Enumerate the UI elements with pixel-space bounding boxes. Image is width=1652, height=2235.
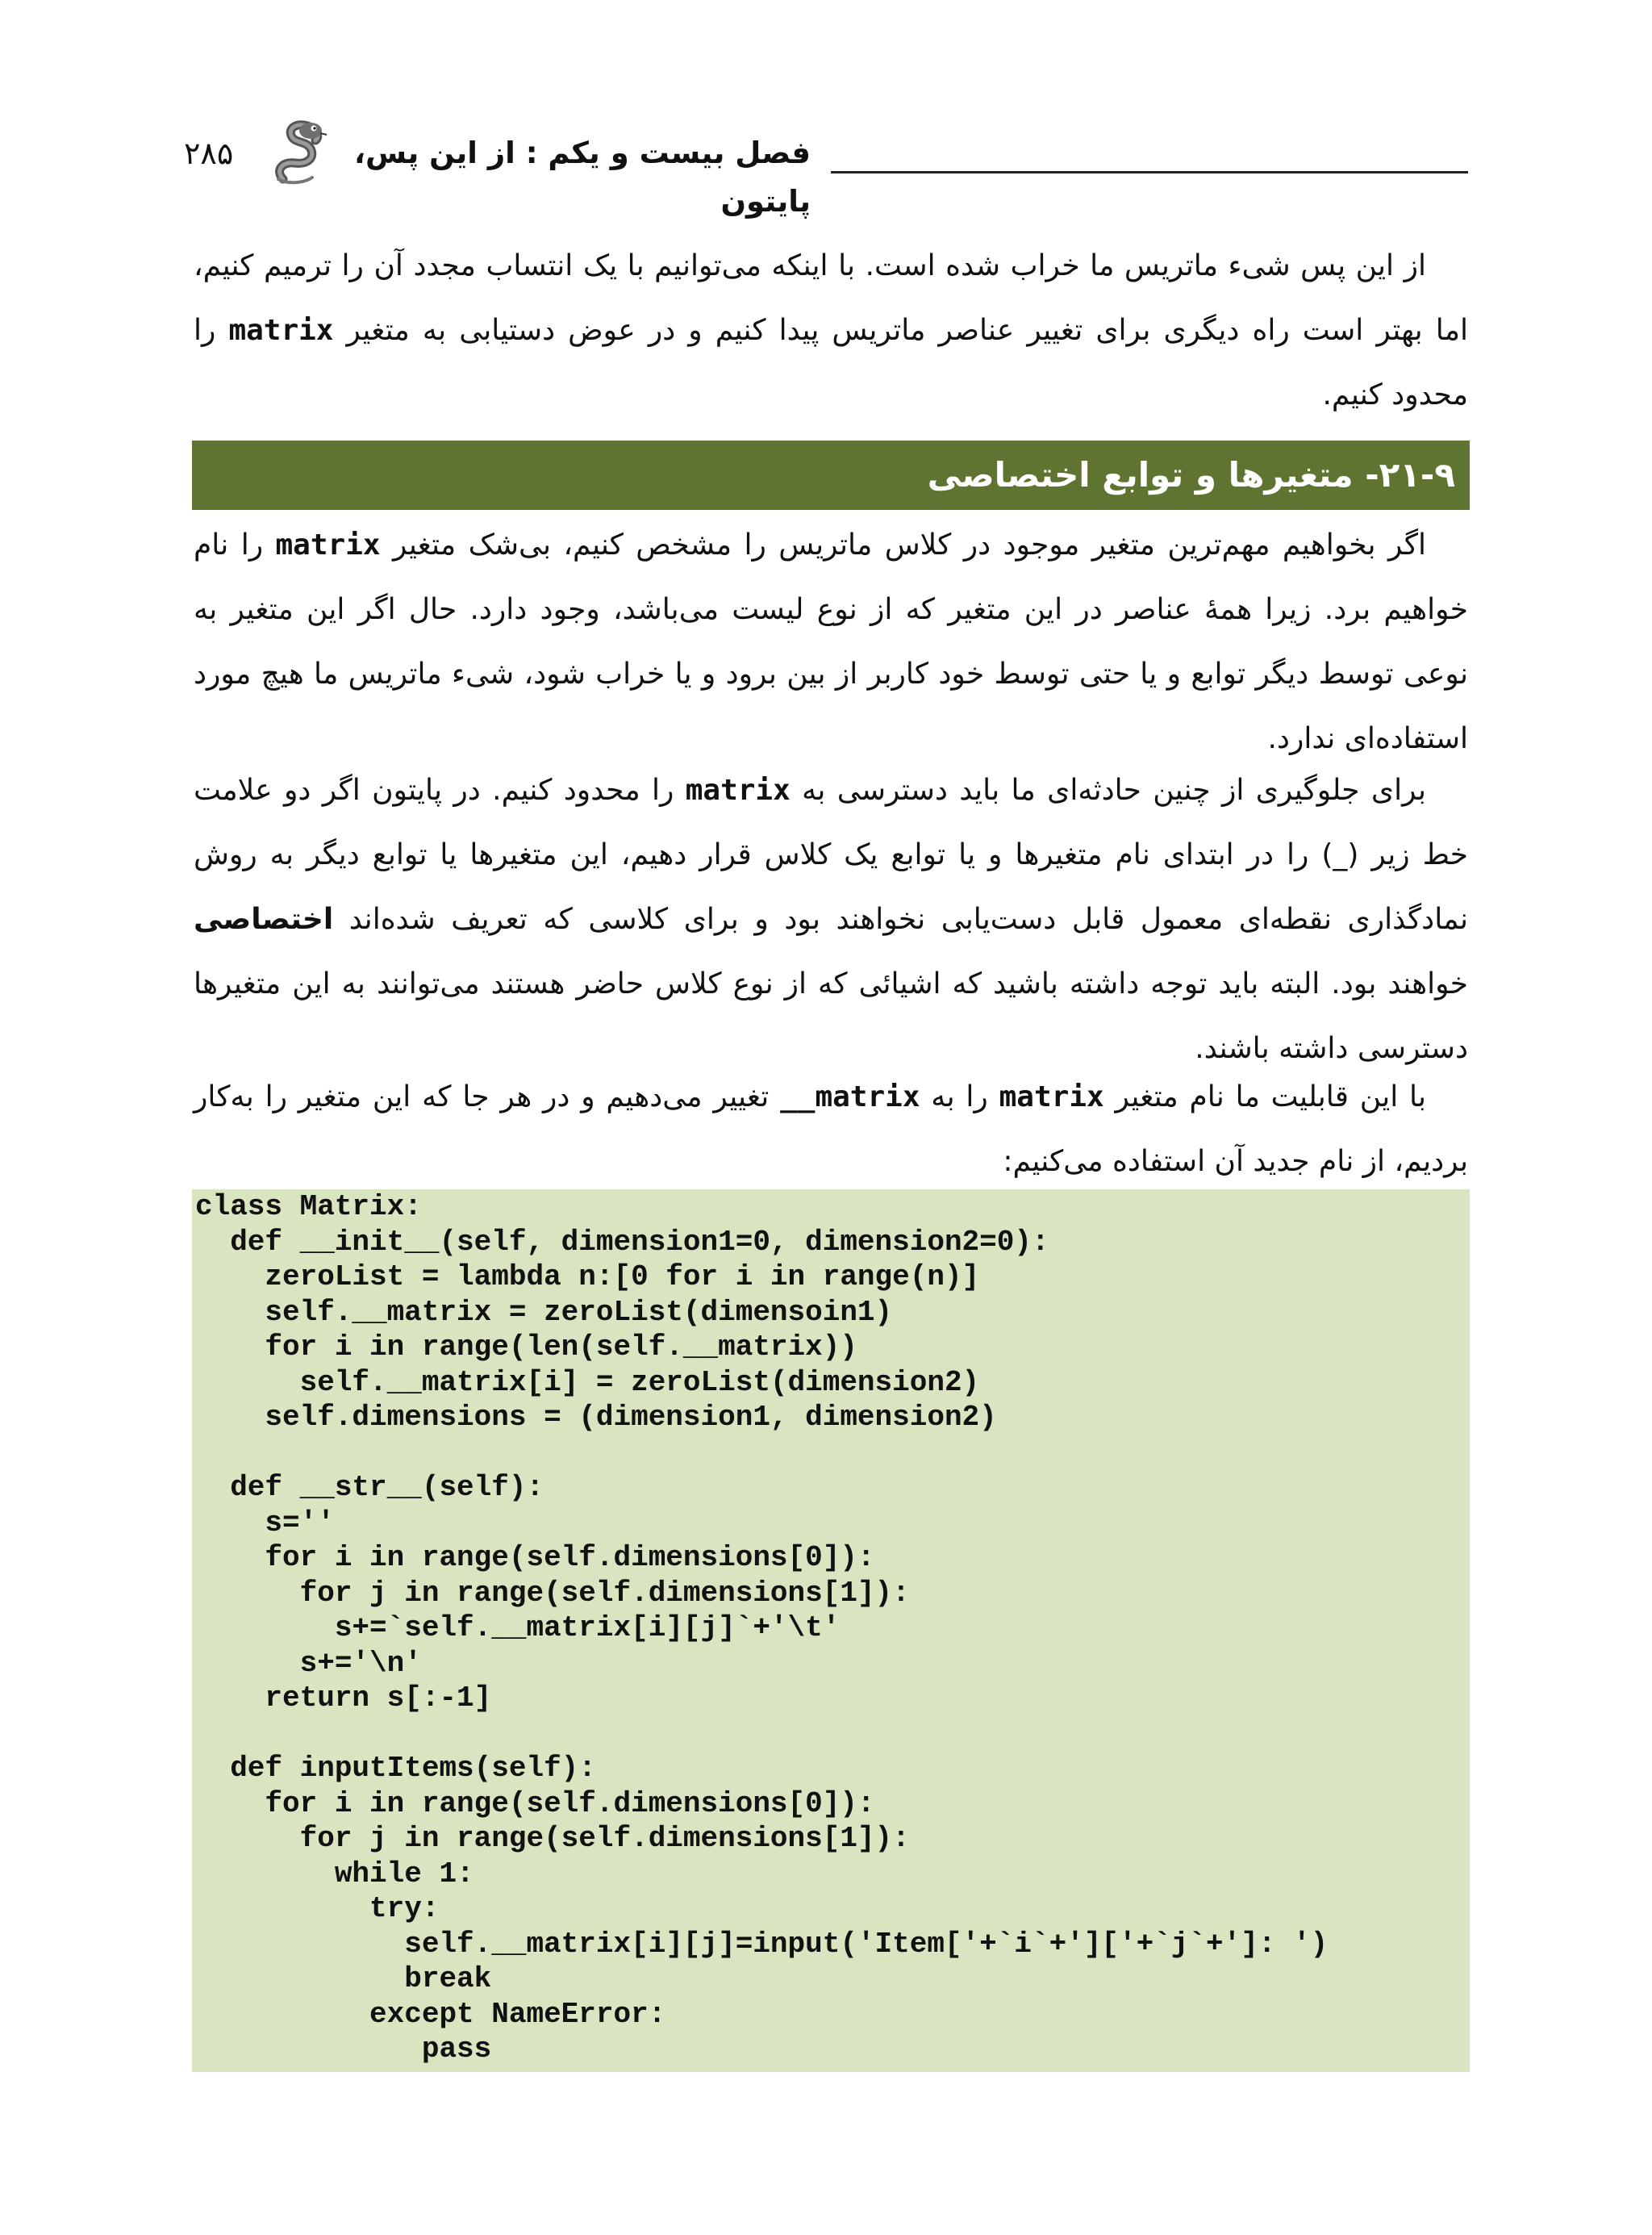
- paragraph-1-code: matrix: [275, 528, 381, 562]
- code-listing: [192, 1189, 1470, 2072]
- code-line: s+='\n': [195, 1646, 422, 1680]
- code-line: pass: [195, 2032, 492, 2066]
- paragraph-2-text: برای جلوگیری از چنین حادثه‌ای ما باید دسترسی به: [790, 774, 1426, 807]
- paragraph-3-text-a: با این قابلیت ما نام متغیر: [1103, 1080, 1426, 1113]
- code-line: while 1:: [195, 1857, 474, 1890]
- paragraph-1-tail: را نام خواهیم برد. زیرا همهٔ عناصر در این متغیر که از نوع لیست می‌باشد، وجود دارد. حال اگر این متغیر به نوعی توسط دیگر توابع و یا حتی توسط خود کاربر از بین برود و یا خراب شود، شیء ماتریس ما هیچ مورد استفاده‌ای ندارد.: [194, 528, 1468, 755]
- code-line: def __init__(self, dimension1=0, dimension2=0):: [195, 1225, 1049, 1259]
- code-line: s='': [195, 1506, 335, 1539]
- paragraph-2-code: matrix: [685, 774, 791, 807]
- header-rule: [831, 171, 1468, 173]
- python-snake-mascot-icon: [270, 119, 333, 186]
- code-line: zeroList = lambda n:[0 for i in range(n)]: [195, 1260, 980, 1293]
- code-line: def __str__(self):: [195, 1471, 544, 1504]
- paragraph-2-bold: اختصاصی: [194, 903, 334, 936]
- code-line: break: [195, 1962, 492, 1995]
- code-line: for i in range(self.dimensions[0]):: [195, 1541, 875, 1574]
- code-line: class Matrix:: [195, 1190, 422, 1223]
- paragraph-1: [194, 513, 1468, 771]
- paragraph-3: [194, 1065, 1468, 1194]
- code-line: try:: [195, 1892, 440, 1925]
- section-heading-bar: [192, 441, 1470, 510]
- page-number: ۲۸۵: [184, 136, 234, 171]
- code-line: for i in range(self.dimensions[0]):: [195, 1786, 875, 1820]
- code-line: def inputItems(self):: [195, 1752, 596, 1785]
- code-line: self.__matrix = zeroList(dimensoin1): [195, 1295, 893, 1329]
- paragraph-2-tail: خواهند بود. البته باید توجه داشته باشید که اشیائی که از نوع کلاس حاضر هستند می‌توانند به این متغیرها دسترسی داشته باشند.: [194, 967, 1468, 1065]
- intro-text: از این پس شیء ماتریس ما خراب شده است. با اینکه می‌توانیم با یک انتساب مجدد آن را ترمیم کنیم، اما بهتر است راه دیگری برای تغییر عناصر ماتریس پیدا کنیم و در عوض دستیابی به متغیر: [194, 249, 1468, 347]
- code-line: for j in range(self.dimensions[1]):: [195, 1576, 910, 1610]
- code-line: self.__matrix[i] = zeroList(dimension2): [195, 1365, 980, 1399]
- code-line: self.__matrix[i][j]=input('Item['+`i`+']['+`j`+']: '): [195, 1927, 1329, 1961]
- paragraph-3-tail: تغییر می‌دهیم و در هر جا که این متغیر را به‌کار بردیم، از نام جدید آن استفاده می‌کنیم:: [194, 1080, 1468, 1178]
- chapter-title: فصل بیست و یکم : از این پس، پایتون: [353, 136, 811, 219]
- paragraph-1-text: اگر بخواهیم مهم‌ترین متغیر موجود در کلاس ماتریس را مشخص کنیم، بی‌شک متغیر: [380, 528, 1426, 562]
- intro-paragraph: [194, 234, 1468, 428]
- code-line: for j in range(self.dimensions[1]):: [195, 1822, 910, 1855]
- code-line: for i in range(len(self.__matrix)): [195, 1331, 857, 1364]
- code-line: return s[:-1]: [195, 1681, 492, 1715]
- paragraph-3-text-b: را به: [920, 1080, 999, 1113]
- paragraph-2-mid: را محدود کنیم. در پایتون اگر دو علامت خط زیر (_) را در ابتدای نام متغیرها و یا توابع یک کلاس قرار دهیم، این متغیرها یا توابع دیگر به روش نمادگذاری نقطه‌ای معمول قابل دست‌یابی نخواهند بود و برای کلاسی که تعریف شده‌اند: [194, 774, 1468, 936]
- paragraph-3-code-a: matrix: [999, 1080, 1104, 1113]
- paragraph-2: [194, 758, 1468, 1081]
- code-line: except NameError:: [195, 1997, 666, 2031]
- intro-code: matrix: [228, 314, 334, 347]
- code-line: s+=`self.__matrix[i][j]`+'\t': [195, 1611, 841, 1644]
- code-line: self.dimensions = (dimension1, dimension2): [195, 1401, 997, 1434]
- paragraph-3-code-b: __matrix: [780, 1080, 920, 1113]
- section-title: ۲۱-۹- متغیرها و توابع اختصاصی: [927, 455, 1455, 495]
- intro-tail: را محدود کنیم.: [194, 314, 1468, 411]
